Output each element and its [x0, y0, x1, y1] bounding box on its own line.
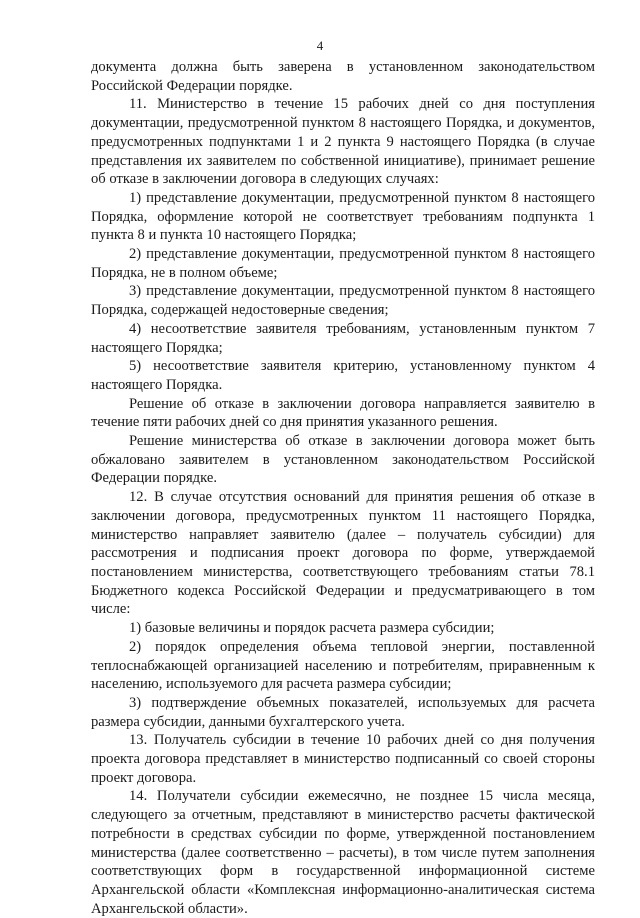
paragraph-clause-14: 14. Получатели субсидии ежемесячно, не позднее 15 числа месяца, следующего за отчетным, представляют в министерство расчеты фактической потребности в средствах субсидии по форме, утвержденной постановлением министерства (далее соответственно – расчеты), в том числе путем заполнения соответствующих форм в государственной информационной системе Архангельской области «Комплексная информационно-аналитическая система Архангельской области». — [91, 788, 595, 917]
paragraph-clause-12-item-2: 2) порядок определения объема тепловой энергии, поставленной теплоснабжающей организацией населению и потребителям, приравненным к населению, используемого для расчета размера субсидии; — [91, 638, 595, 693]
document-body — [91, 58, 595, 918]
paragraph-clause-11: 11. Министерство в течение 15 рабочих дней со дня поступления документации, предусмотренной пунктом 8 настоящего Порядка, и документов, предусмотренных подпунктами 1 и 2 пункта 9 настоящего Порядка (в случае представления их заявителем по собственной инициативе), принимает решение об отказе в заключении договора в следующих случаях: — [91, 96, 595, 188]
paragraph-clause-12: 12. В случае отсутствия оснований для принятия решения об отказе в заключении договора, предусмотренных пунктом 11 настоящего Порядка, министерство направляет заявителю (далее – получатель субсидии) для рассмотрения и подписания проект договора по форме, утверждаемой постановлением министерства, соответствующего требованиям статьи 78.1 Бюджетного кодекса Российской Федерации и предусматривающего в том числе: — [91, 489, 595, 618]
paragraph-clause-13: 13. Получатель субсидии в течение 10 рабочих дней со дня получения проекта договора представляет в министерство подписанный со своей стороны проект договора. — [91, 732, 595, 786]
paragraph-clause-12-item-3: 3) подтверждение объемных показателей, используемых для расчета размера субсидии, данными бухгалтерского учета. — [91, 694, 595, 730]
paragraph-refusal-appeal: Решение министерства об отказе в заключении договора может быть обжаловано заявителем в установленном законодательством Российской Федерации порядке. — [91, 433, 595, 487]
page-number: 4 — [316, 38, 324, 53]
paragraph-clause-11-item-2: 2) представление документации, предусмотренной пунктом 8 настоящего Порядка, не в полном объеме; — [91, 246, 595, 281]
paragraph-clause-11-item-3: 3) представление документации, предусмотренной пунктом 8 настоящего Порядка, содержащей недостоверные сведения; — [91, 283, 595, 319]
paragraph-continuation: документа должна быть заверена в установленном законодательством Российской Федерации порядке. — [91, 59, 595, 94]
paragraph-clause-11-item-4: 4) несоответствие заявителя требованиям, установленным пунктом 7 настоящего Порядка; — [91, 320, 595, 356]
paragraph-clause-11-item-5: 5) несоответствие заявителя критерию, установленному пунктом 4 настоящего Порядка. — [91, 358, 595, 393]
paragraph-clause-11-item-1: 1) представление документации, предусмотренной пунктом 8 настоящего Порядка, оформление которой не соответствует требованиям подпункта 1 пункта 8 и пункта 10 настоящего Порядка; — [91, 189, 595, 244]
paragraph-clause-12-item-1: 1) базовые величины и порядок расчета размера субсидии; — [129, 620, 495, 637]
paragraph-refusal-notice: Решение об отказе в заключении договора направляется заявителю в течение пяти рабочих дней со дня принятия указанного решения. — [91, 395, 595, 431]
